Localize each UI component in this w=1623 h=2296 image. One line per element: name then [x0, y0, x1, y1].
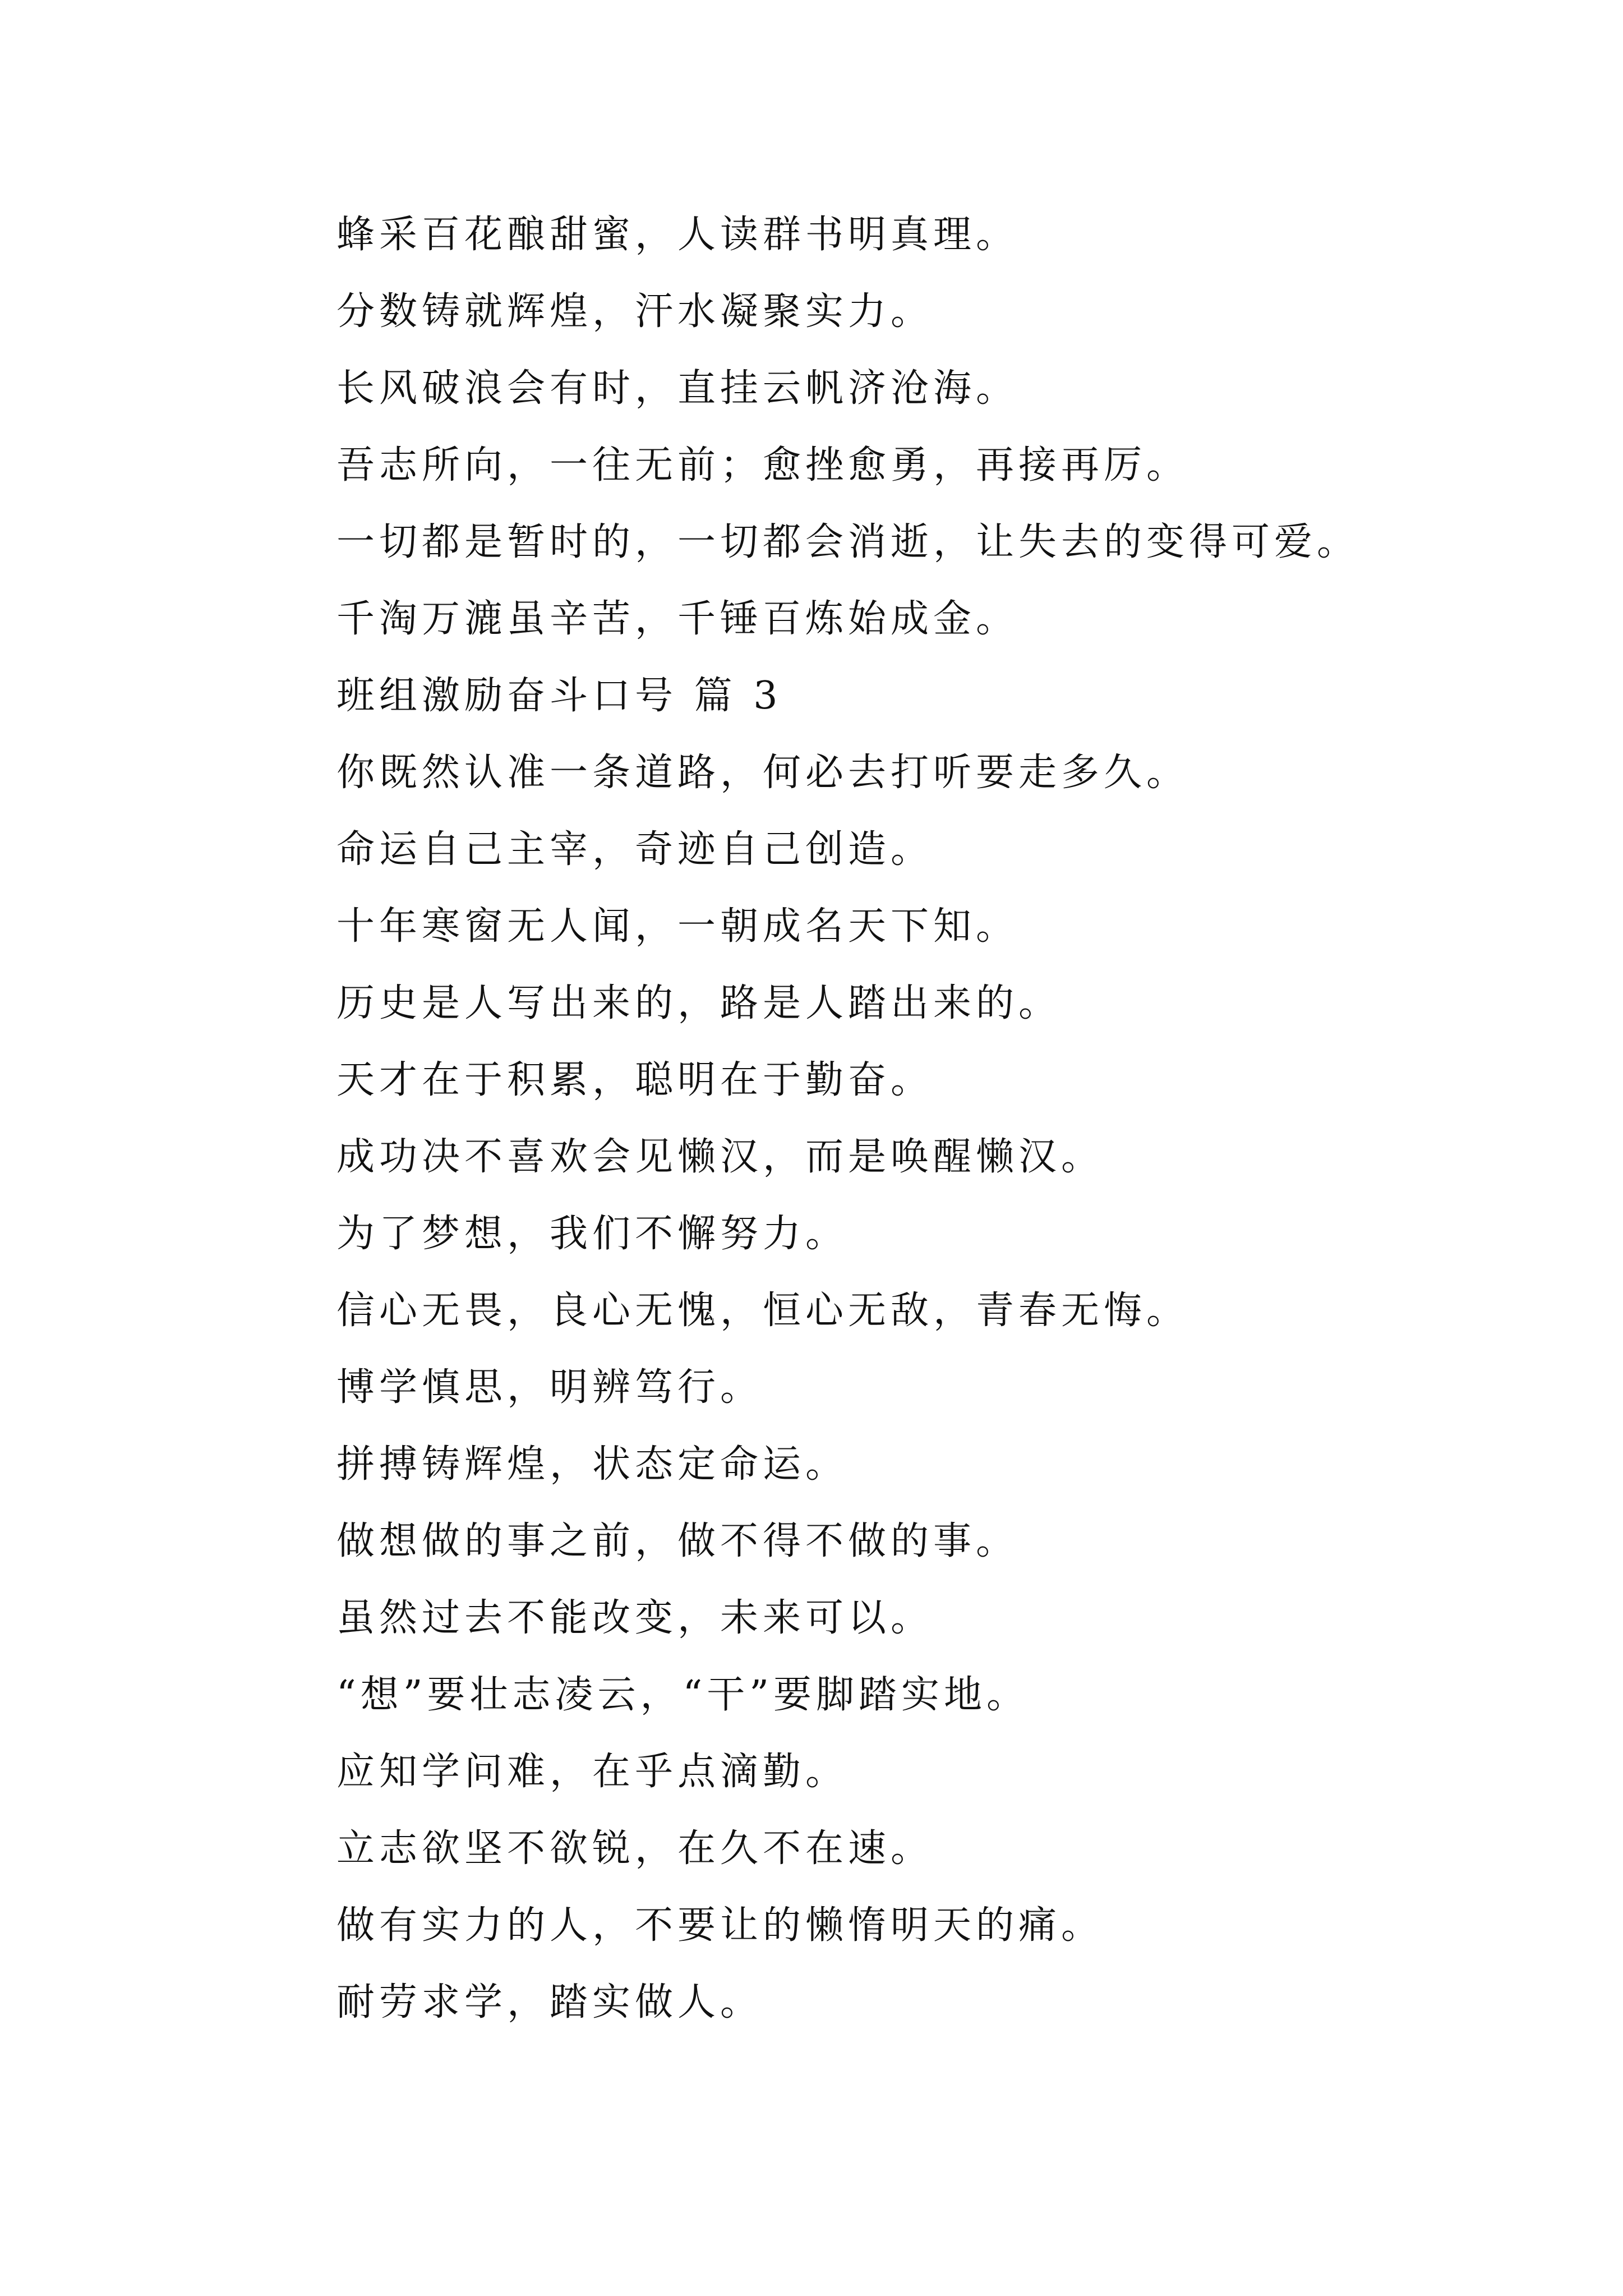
text-line: 耐劳求学，踏实做人。 — [336, 1980, 763, 2024]
text-line: 应知学问难，在乎点滴勤。 — [336, 1750, 849, 1794]
text-line: 天才在于积累，聪明在于勤奋。 — [336, 1058, 934, 1102]
text-line: “想”要壮志凌云，“干”要脚踏实地。 — [336, 1673, 1030, 1717]
text-line: 为了梦想，我们不懈努力。 — [336, 1212, 849, 1256]
text-line: 立志欲坚不欲锐，在久不在速。 — [336, 1826, 934, 1871]
text-line: 长风破浪会有时，直挂云帆济沧海。 — [336, 366, 1019, 411]
text-line: 吾志所向，一往无前；愈挫愈勇，再接再厉。 — [336, 443, 1189, 487]
text-line: 蜂采百花酿甜蜜，人读群书明真理。 — [336, 213, 1019, 257]
text-line: 做想做的事之前，做不得不做的事。 — [336, 1519, 1019, 1563]
section-heading: 班组激励奋斗口号 篇 3 — [336, 674, 782, 718]
text-line: 信心无畏，良心无愧，恒心无敌，青春无悔。 — [336, 1289, 1189, 1333]
text-line: 你既然认准一条道路，何必去打听要走多久。 — [336, 751, 1189, 795]
text-line: 分数铸就辉煌，汗水凝聚实力。 — [336, 289, 934, 334]
text-line: 虽然过去不能改变，未来可以。 — [336, 1596, 934, 1640]
text-line: 历史是人写出来的，路是人踏出来的。 — [336, 981, 1062, 1025]
text-line: 做有实力的人，不要让的懒惰明天的痛。 — [336, 1903, 1104, 1948]
text-line: 一切都是暂时的，一切都会消逝，让失去的变得可爱。 — [336, 520, 1360, 564]
text-line: 命运自己主宰，奇迹自己创造。 — [336, 827, 934, 872]
text-line: 千淘万漉虽辛苦，千锤百炼始成金。 — [336, 597, 1019, 641]
text-line: 拼搏铸辉煌，状态定命运。 — [336, 1442, 849, 1487]
text-line: 博学慎思，明辨笃行。 — [336, 1365, 763, 1410]
document-body — [336, 213, 1537, 2060]
text-line: 成功决不喜欢会见懒汉，而是唤醒懒汉。 — [336, 1135, 1104, 1179]
text-line: 十年寒窗无人闻，一朝成名天下知。 — [336, 904, 1019, 949]
